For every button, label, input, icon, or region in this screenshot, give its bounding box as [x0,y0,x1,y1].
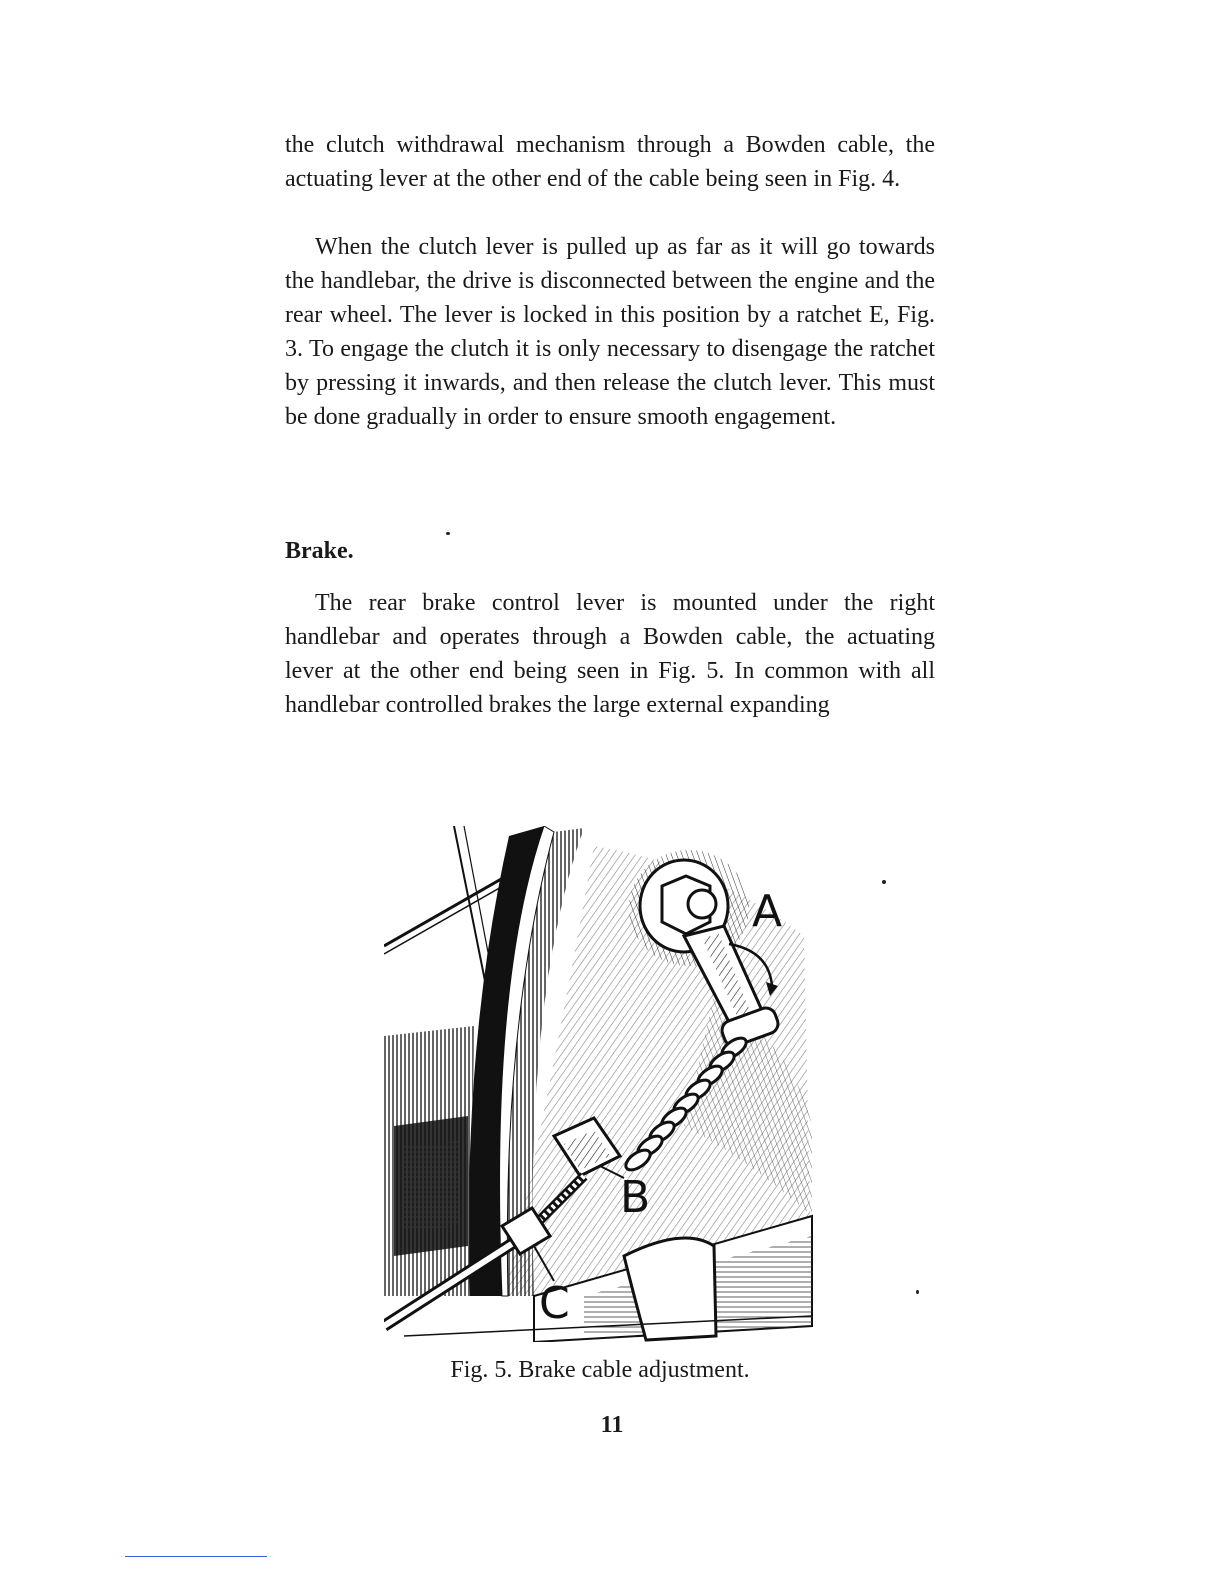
paragraph-text: the clutch withdrawal mechanism through a Bowden cable, the actuating lever at the other end of the cable being seen in Fig. 4. [285,132,935,192]
figure-label-a: A [752,886,783,937]
brake-cable-illustration [384,826,816,1342]
figure-label-c: C [539,1278,570,1329]
scan-speck [446,532,450,535]
paragraph-text: The rear brake control lever is mounted under the right handlebar and operates through a Bowden cable, the actuating lever at the other end being seen in Fig. 5. In common with all handlebar controlled brakes the large external expanding [285,590,935,718]
scan-speck [882,880,886,884]
scan-speck [916,1290,919,1294]
paragraph-text: When the clutch lever is pulled up as far as it will go towards the handlebar, the drive is disconnected between the engine and the rear wheel. The lever is locked in this position by a ratchet E, Fig. 3. To engage the clutch it is only necessary to disengage the ratchet by pressing it inwards, and then release the clutch lever. This must be done gradually in order to ensure smooth engagement. [285,234,935,430]
section-heading-brake: Brake. [285,538,354,564]
figure-caption: Fig. 5. Brake cable adjustment. [450,1357,750,1383]
footer-rule [125,1556,267,1557]
paragraph-clutch-lever [285,230,935,434]
page-number: 11 [600,1412,624,1438]
paragraph-brake-lever [285,586,935,722]
paragraph-clutch-cable [285,128,935,196]
figure-label-b: B [620,1172,651,1223]
